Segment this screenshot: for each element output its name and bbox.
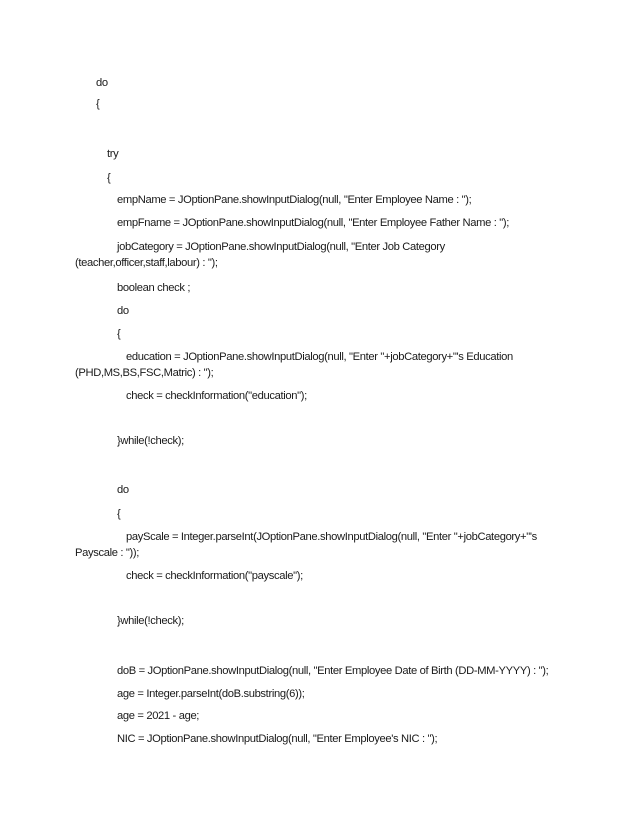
code-line: { (107, 172, 111, 184)
code-line: (teacher,officer,staff,labour) : "); (75, 257, 218, 269)
code-line: do (96, 77, 108, 89)
code-line: jobCategory = JOptionPane.showInputDialog(null, "Enter Job Category (117, 241, 445, 253)
code-line: doB = JOptionPane.showInputDialog(null, "Enter Employee Date of Birth (DD-MM-YYYY) : "); (117, 665, 549, 677)
code-line: empName = JOptionPane.showInputDialog(null, "Enter Employee Name : "); (117, 194, 472, 206)
code-line: Payscale : ")); (75, 547, 140, 559)
code-line: do (117, 484, 129, 496)
code-line: (PHD,MS,BS,FSC,Matric) : "); (75, 367, 214, 379)
code-line: education = JOptionPane.showInputDialog(null, "Enter "+jobCategory+"'s Education (126, 351, 513, 363)
code-line: age = Integer.parseInt(doB.substring(6)); (117, 688, 305, 700)
code-line: { (96, 98, 100, 110)
code-line: payScale = Integer.parseInt(JOptionPane.showInputDialog(null, "Enter "+jobCategory+"'s (126, 531, 537, 543)
code-line: age = 2021 - age; (117, 710, 200, 722)
code-line: boolean check ; (117, 282, 191, 294)
code-line: }while(!check); (117, 615, 184, 627)
code-line: check = checkInformation("education"); (126, 390, 307, 402)
code-line: }while(!check); (117, 435, 184, 447)
code-line: check = checkInformation("payscale"); (126, 570, 303, 582)
code-line: empFname = JOptionPane.showInputDialog(null, "Enter Employee Father Name : "); (117, 217, 509, 229)
code-line: do (117, 305, 129, 317)
code-line: { (117, 328, 121, 340)
code-line: { (117, 508, 121, 520)
code-line: try (107, 148, 119, 160)
code-line: NIC = JOptionPane.showInputDialog(null, "Enter Employee's NIC : "); (117, 733, 438, 745)
